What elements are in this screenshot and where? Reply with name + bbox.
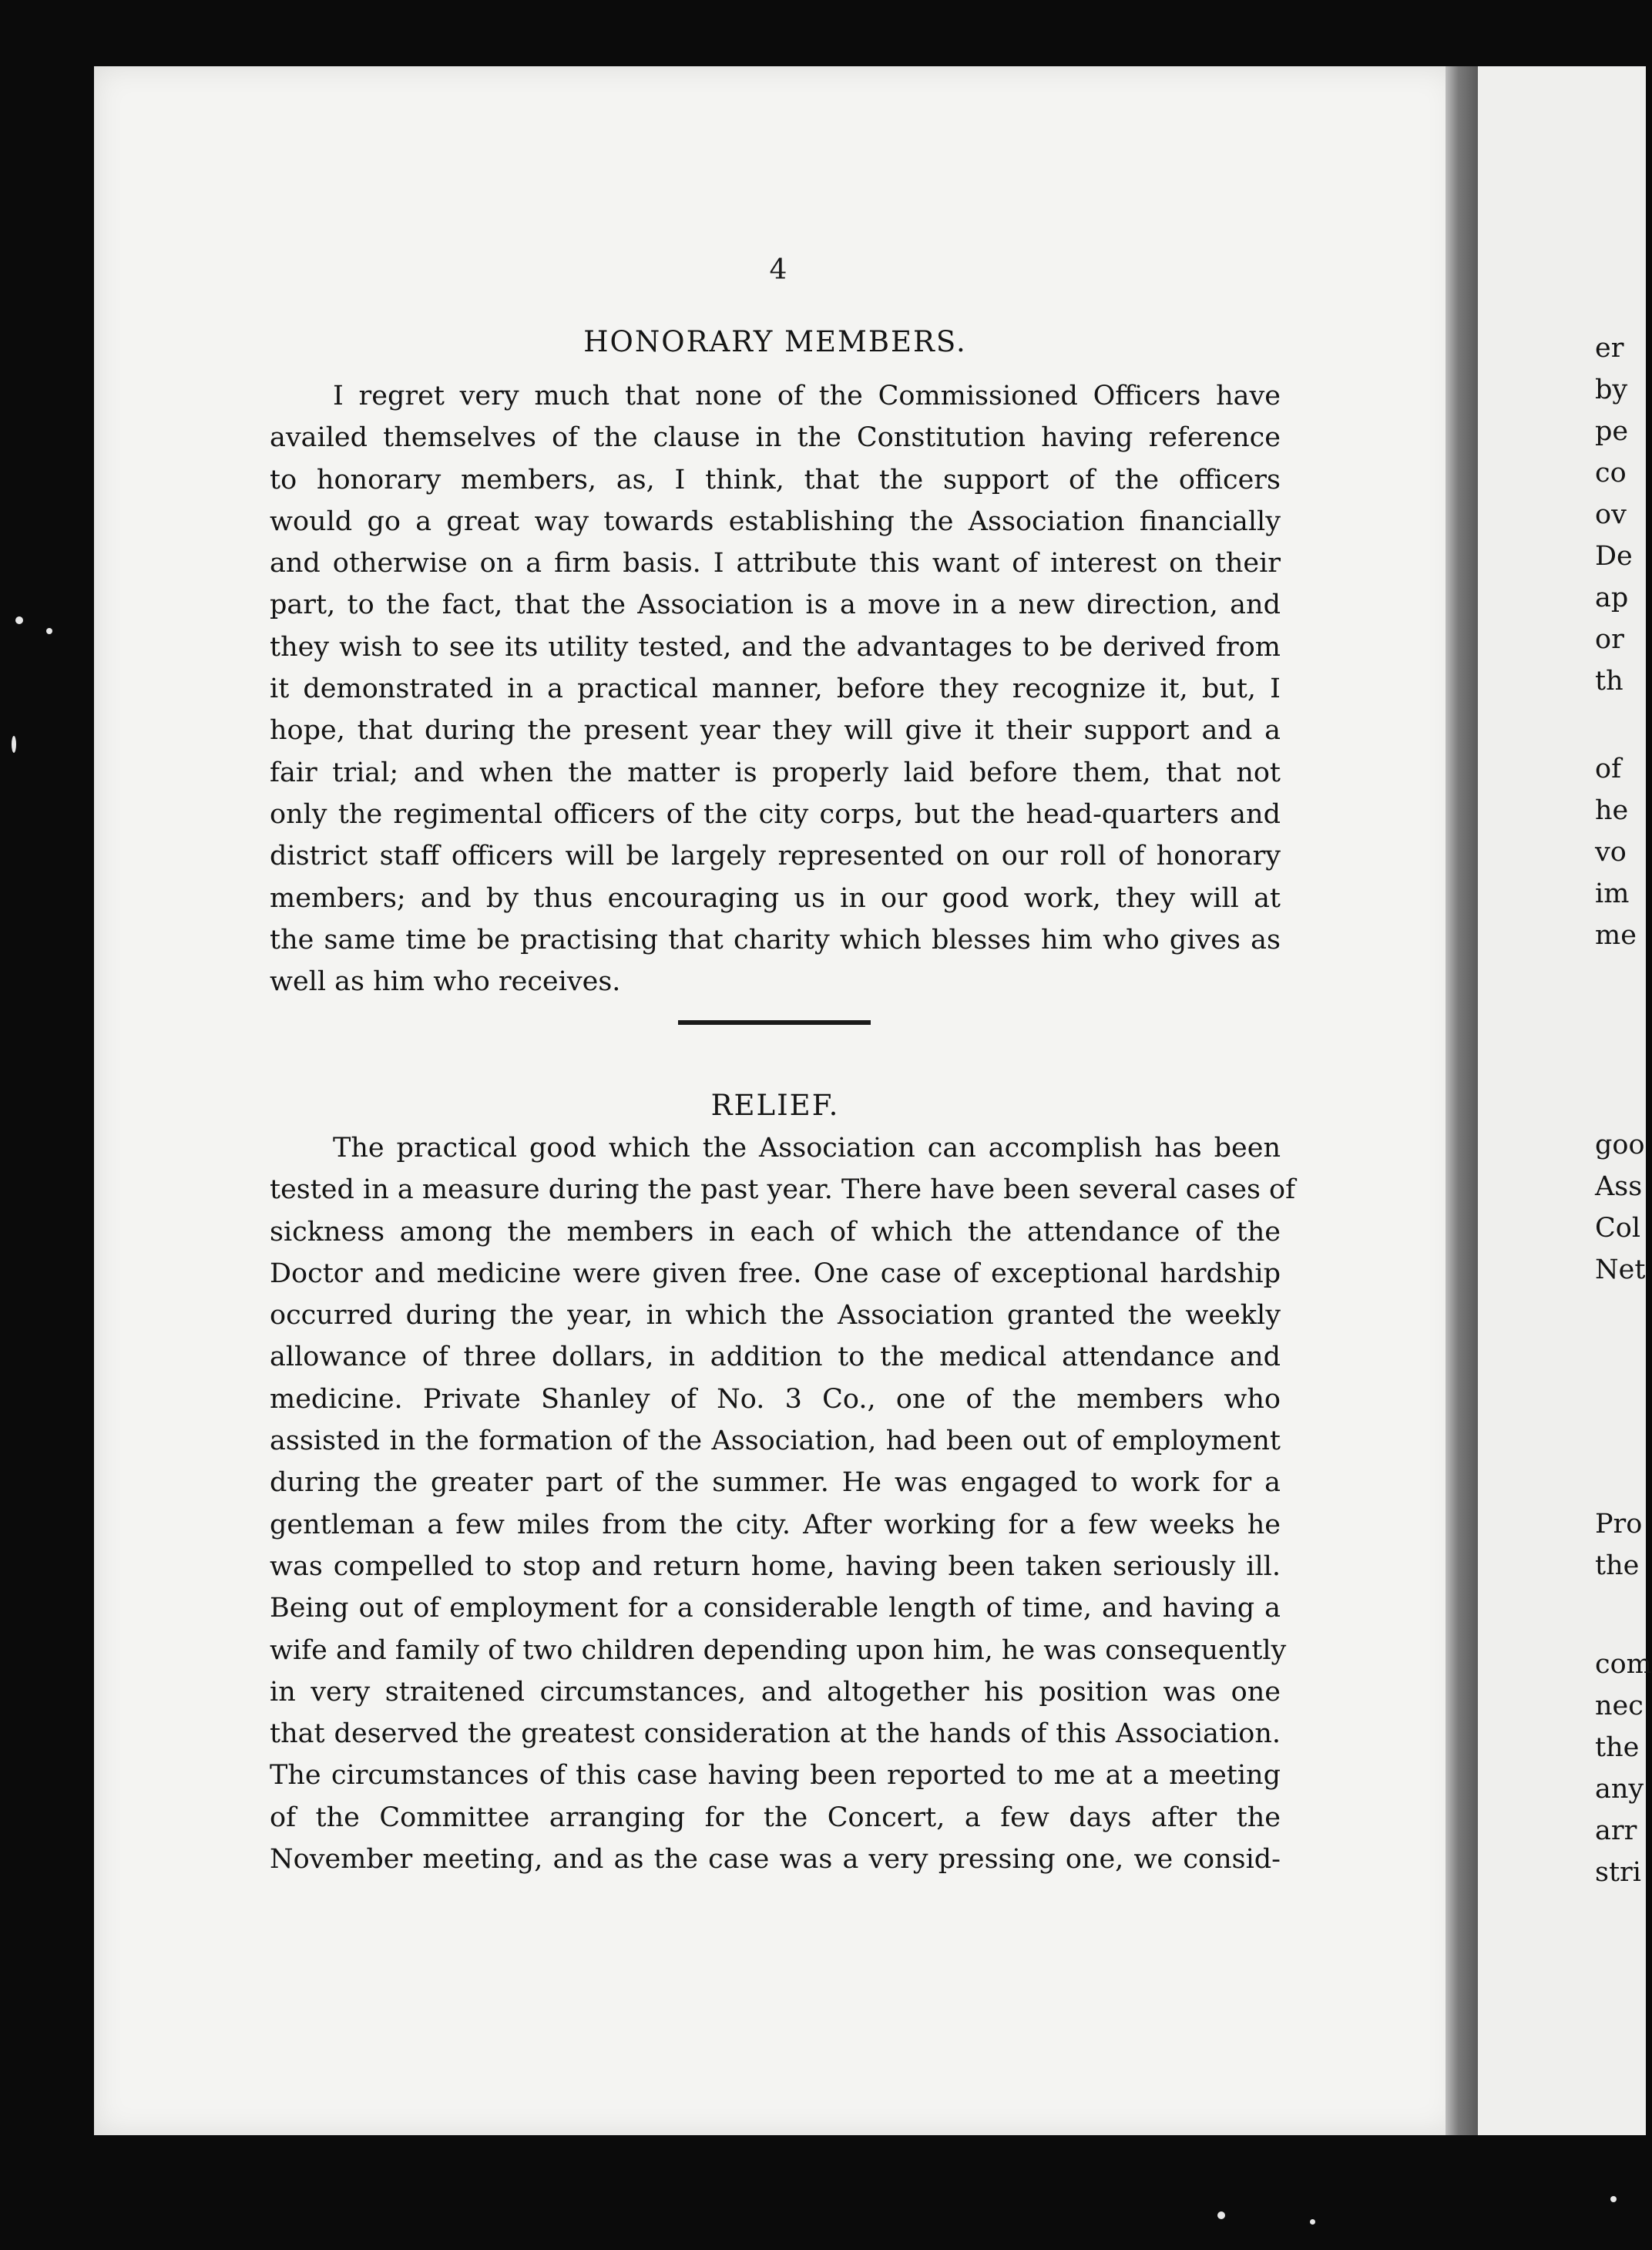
right-page-fragment: Net	[1595, 1254, 1646, 1285]
text-line: the same time be practising that charity which blesses him who gives as	[270, 924, 1281, 955]
right-page-fragment: De	[1595, 541, 1633, 572]
text-line: Doctor and medicine were given free. One case of exceptional hardship	[270, 1258, 1281, 1289]
right-page-fragment: com	[1595, 1649, 1652, 1680]
text-line: gentleman a few miles from the city. After working for a few weeks he	[270, 1509, 1281, 1540]
right-page-fragment: the	[1595, 1732, 1640, 1763]
text-line: assisted in the formation of the Association, had been out of employment	[270, 1426, 1281, 1457]
text-line: occurred during the year, in which the Association granted the weekly	[270, 1300, 1281, 1332]
right-page-fragment: he	[1595, 795, 1629, 826]
section-divider	[678, 1020, 871, 1025]
right-page-fragment: any	[1595, 1774, 1644, 1805]
scan-speck	[1217, 2211, 1225, 2219]
text-line: well as him who receives.	[270, 966, 621, 998]
right-page-fragment: by	[1595, 374, 1628, 405]
right-page-fragment: pe	[1595, 416, 1629, 447]
scan-speck	[46, 628, 52, 634]
scan-speck	[12, 736, 16, 753]
right-page-fragment: im	[1595, 878, 1630, 909]
text-line: medicine. Private Shanley of No. 3 Co., one of the members who	[270, 1383, 1281, 1415]
scan-speck	[15, 616, 23, 624]
right-page-fragment: stri	[1595, 1857, 1641, 1888]
text-line: fair trial; and when the matter is properly laid before them, that not	[270, 757, 1281, 788]
text-line: members; and by thus encouraging us in our good work, they will at	[270, 882, 1281, 914]
text-line: The circumstances of this case having been reported to me at a meeting	[270, 1760, 1281, 1792]
right-page-fragment: arr	[1595, 1815, 1637, 1846]
right-page-fragment: vo	[1595, 837, 1627, 868]
section-title-honorary-members: HONORARY MEMBERS.	[583, 325, 967, 358]
page-number: 4	[769, 254, 787, 286]
text-line: availed themselves of the clause in the Constitution having reference	[270, 422, 1281, 454]
right-page-fragment: me	[1595, 920, 1637, 951]
text-line: was compelled to stop and return home, having been taken seriously ill.	[270, 1550, 1281, 1582]
right-page-fragment: goo	[1595, 1130, 1645, 1160]
text-line: district staff officers will be largely represented on our roll of honorary	[270, 841, 1281, 872]
relief-paragraph	[270, 1127, 1296, 1880]
text-line: November meeting, and as the case was a very pressing one, we consid-	[270, 1844, 1281, 1876]
scan-speck	[1610, 2196, 1617, 2202]
text-line: hope, that during the present year they will give it their support and a	[270, 715, 1281, 747]
text-line: they wish to see its utility tested, and the advantages to be derived from	[270, 631, 1281, 663]
right-page-fragment: or	[1595, 624, 1624, 655]
text-line: during the greater part of the summer. He was engaged to work for a	[270, 1467, 1281, 1499]
text-line: I regret very much that none of the Commissioned Officers have	[333, 381, 1281, 411]
right-page-fragment: er	[1595, 333, 1624, 364]
right-page-fragment: th	[1595, 666, 1623, 697]
text-line: wife and family of two children depending upon him, he was consequently	[270, 1634, 1287, 1666]
right-page-fragment: co	[1595, 458, 1627, 489]
text-line: that deserved the greatest consideration at the hands of this Association.	[270, 1718, 1281, 1750]
right-page-fragment: Pro	[1595, 1509, 1643, 1540]
text-line: to honorary members, as, I think, that the support of the officers	[270, 464, 1281, 495]
text-line: it demonstrated in a practical manner, before they recognize it, but, I	[270, 673, 1281, 705]
right-page-fragment: of	[1595, 754, 1622, 784]
text-line: tested in a measure during the past year. There have been several cases of	[270, 1174, 1296, 1206]
right-page-fragment: nec	[1595, 1691, 1644, 1721]
section-title-relief: RELIEF.	[710, 1089, 840, 1122]
text-line: part, to the fact, that the Association is a move in a new direction, and	[270, 589, 1281, 621]
right-page-fragment: Col	[1595, 1213, 1641, 1244]
text-line: of the Committee arranging for the Concert, a few days after the	[270, 1802, 1281, 1833]
honorary-members-paragraph	[270, 375, 1281, 1002]
right-page-fragment: Ass	[1595, 1171, 1643, 1202]
text-line: The practical good which the Association can accomplish has been	[333, 1133, 1281, 1164]
right-page-fragment: ov	[1595, 499, 1627, 530]
text-line: in very straitened circumstances, and altogether his position was one	[270, 1676, 1281, 1708]
right-page-fragment: ap	[1595, 583, 1629, 613]
text-line: would go a great way towards establishing the Association financially	[270, 505, 1281, 537]
text-line: sickness among the members in each of which the attendance of the	[270, 1216, 1281, 1248]
right-page-fragment: the	[1595, 1550, 1640, 1581]
text-line: allowance of three dollars, in addition to the medical attendance and	[270, 1342, 1281, 1373]
text-line: only the regimental officers of the city corps, but the head-quarters and	[270, 798, 1281, 830]
text-line: and otherwise on a firm basis. I attribute this want of interest on their	[270, 548, 1281, 579]
scan-speck	[1310, 2219, 1315, 2225]
text-line: Being out of employment for a considerable length of time, and having a	[270, 1593, 1281, 1624]
